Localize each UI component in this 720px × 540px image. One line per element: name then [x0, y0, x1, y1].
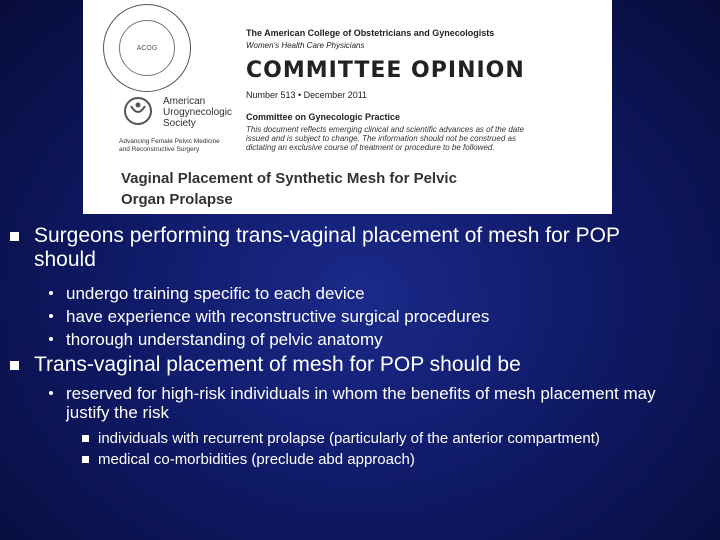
- acog-subtitle: Women's Health Care Physicians: [246, 41, 365, 50]
- aug-name-line: Urogynecologic: [163, 107, 232, 118]
- committee-opinion-image: [83, 0, 612, 214]
- document-title-line: Vaginal Placement of Synthetic Mesh for Pelvic: [121, 170, 457, 187]
- document-title-line: Organ Prolapse: [121, 191, 233, 208]
- bullet-2-sub-1-sub-2: [0, 451, 720, 468]
- opinion-number: Number 513 • December 2011: [246, 90, 368, 100]
- aug-name-line: American: [163, 96, 206, 107]
- dot-bullet-icon: [49, 291, 53, 295]
- bullet-1-sub-3: [0, 330, 720, 349]
- aug-tagline: Advancing Female Pelvic Medicine and Reconstructive Surgery: [119, 138, 220, 153]
- document-title: [121, 168, 521, 210]
- aug-name-line: Society: [163, 118, 196, 129]
- square-bullet-icon: [10, 232, 19, 241]
- committee-name: Committee on Gynecologic Practice: [246, 112, 401, 122]
- bullet-2-sub-1-sub-1: [0, 430, 618, 447]
- acog-seal: [103, 4, 191, 92]
- bullet-list: [0, 224, 720, 468]
- aug-name: [163, 96, 232, 129]
- aug-logo-icon: [121, 96, 155, 126]
- bullet-2-sub-1: [0, 384, 656, 422]
- dot-bullet-icon: [49, 391, 53, 395]
- bullet-1-sub-3-text: thorough understanding of pelvic anatomy: [66, 330, 383, 349]
- bullet-2-text: Trans-vaginal placement of mesh for POP should be: [34, 353, 521, 376]
- dot-bullet-icon: [49, 314, 53, 318]
- bullet-2: [0, 353, 720, 377]
- bullet-1-sub-1-text: undergo training specific to each device: [66, 284, 365, 303]
- bullet-2-sub-1-sub-2-text: medical co-morbidities (preclude abd approach): [98, 451, 415, 468]
- seal-center: ACOG: [119, 20, 175, 76]
- square-bullet-icon: [82, 435, 89, 442]
- bullet-1-text: Surgeons performing trans-vaginal placement of mesh for POP should: [34, 224, 620, 271]
- dot-bullet-icon: [49, 337, 53, 341]
- square-bullet-icon: [82, 456, 89, 463]
- bullet-2-sub-1-sub-1-text: individuals with recurrent prolapse (particularly of the anterior compartment): [98, 430, 600, 447]
- committee-opinion-heading: COMMITTEE OPINION: [246, 58, 525, 83]
- acog-name: The American College of Obstetricians and Gynecologists: [246, 28, 495, 38]
- bullet-1-sub-1: [0, 284, 720, 303]
- bullet-1-sub-2: [0, 307, 720, 326]
- square-bullet-icon: [10, 361, 19, 370]
- bullet-1-sub-2-text: have experience with reconstructive surgical procedures: [66, 307, 490, 326]
- disclaimer: This document reflects emerging clinical and scientific advances as of the date issued and is subject to change. The information should not be construed as dictating an exclusive course of treatment or procedure to be followed.: [246, 125, 524, 152]
- bullet-2-sub-1-text: reserved for high-risk individuals in whom the benefits of mesh placement may justify the risk: [66, 384, 656, 422]
- bullet-1: [0, 224, 644, 272]
